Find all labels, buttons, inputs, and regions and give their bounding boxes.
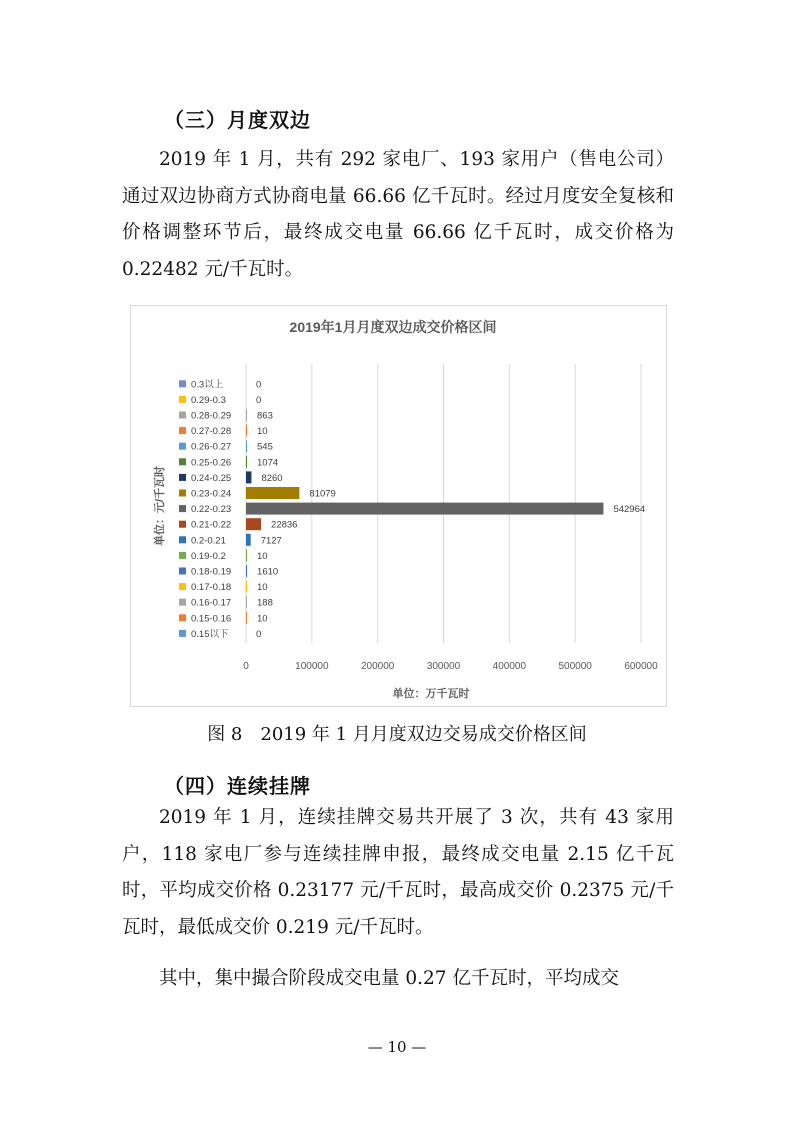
x-tick-label: 0 bbox=[243, 661, 249, 673]
bar bbox=[246, 518, 261, 530]
data-label: 10 bbox=[257, 426, 268, 438]
category-label: 0.16-0.17 bbox=[191, 597, 232, 609]
category-label: 0.24-0.25 bbox=[191, 472, 232, 484]
category-label: 0.22-0.23 bbox=[191, 504, 232, 516]
legend-marker bbox=[179, 474, 186, 481]
section-heading-monthly-bilateral: （三）月度双边 bbox=[164, 108, 311, 132]
category-label: 0.28-0.29 bbox=[191, 410, 232, 422]
category-label: 0.2-0.21 bbox=[191, 535, 226, 547]
legend-marker bbox=[179, 568, 186, 575]
data-label: 0 bbox=[256, 394, 262, 406]
category-label: 0.29-0.3 bbox=[191, 394, 226, 406]
legend-marker bbox=[179, 490, 186, 497]
bar bbox=[246, 503, 603, 515]
legend-marker bbox=[179, 552, 186, 559]
x-tick-label: 600000 bbox=[624, 661, 658, 673]
category-label: 0.3以上 bbox=[191, 379, 224, 391]
legend-marker bbox=[179, 443, 186, 450]
figure-caption: 图 8 2019 年 1 月月度双边交易成交价格区间 bbox=[207, 724, 587, 745]
category-label: 0.18-0.19 bbox=[191, 566, 232, 578]
legend-marker bbox=[179, 412, 186, 419]
category-label: 0.19-0.2 bbox=[191, 550, 226, 562]
paragraph-continuous-listing: 2019 年 1 月，连续挂牌交易共开展了 3 次，共有 43 家用户，118 家电厂参与连续挂牌申报，最终成交电量 2.15 亿千瓦时，平均成交价格 0.23177 元/千瓦时，最高成交价 0.2375 元/千瓦时，最低成交价 0.219 元/千瓦时。 bbox=[122, 807, 674, 938]
category-label: 0.23-0.24 bbox=[191, 488, 232, 500]
bar bbox=[246, 581, 247, 593]
section-heading-continuous-listing: （四）连续挂牌 bbox=[164, 774, 311, 798]
bar bbox=[246, 456, 247, 468]
legend-marker bbox=[179, 599, 186, 606]
category-label: 0.15以下 bbox=[191, 628, 229, 640]
data-label: 188 bbox=[257, 597, 273, 609]
bar bbox=[246, 534, 251, 546]
legend-marker bbox=[179, 583, 186, 590]
bar bbox=[246, 487, 299, 499]
data-label: 0 bbox=[256, 379, 262, 391]
category-label: 0.15-0.16 bbox=[191, 613, 232, 625]
category-label: 0.21-0.22 bbox=[191, 519, 232, 531]
page-number: — 10 — bbox=[367, 1038, 427, 1056]
bar bbox=[246, 565, 247, 577]
data-label: 22836 bbox=[271, 519, 298, 531]
chart-title: 2019年1月月度双边成交价格区间 bbox=[289, 319, 497, 335]
category-label: 0.25-0.26 bbox=[191, 457, 232, 469]
legend-marker bbox=[179, 380, 186, 387]
x-tick-label: 500000 bbox=[558, 661, 592, 673]
data-label: 81079 bbox=[309, 488, 336, 500]
bar bbox=[246, 612, 247, 624]
category-label: 0.17-0.18 bbox=[191, 582, 232, 594]
x-tick-label: 300000 bbox=[426, 661, 461, 673]
legend-marker bbox=[179, 630, 186, 637]
data-label: 1610 bbox=[257, 566, 279, 578]
category-label: 0.27-0.28 bbox=[191, 426, 232, 438]
data-label: 542964 bbox=[613, 504, 646, 516]
legend-marker bbox=[179, 396, 186, 403]
data-label: 8260 bbox=[261, 472, 283, 484]
x-axis-label: 单位：万千瓦时 bbox=[392, 688, 470, 701]
data-label: 10 bbox=[257, 550, 268, 562]
x-tick-label: 100000 bbox=[295, 661, 329, 673]
legend-marker bbox=[179, 521, 186, 528]
data-label: 1074 bbox=[257, 457, 279, 469]
data-label: 10 bbox=[257, 582, 268, 594]
bar bbox=[246, 425, 247, 437]
x-tick-label: 400000 bbox=[492, 661, 527, 673]
x-tick-label: 200000 bbox=[360, 661, 395, 673]
price-range-chart-svg bbox=[131, 306, 666, 706]
y-axis-label: 单位：元/千瓦时 bbox=[154, 465, 166, 547]
price-range-chart bbox=[130, 305, 667, 707]
legend-marker bbox=[179, 505, 186, 512]
category-label: 0.26-0.27 bbox=[191, 441, 232, 453]
data-label: 10 bbox=[257, 613, 268, 625]
legend-marker bbox=[179, 458, 186, 465]
legend-marker bbox=[179, 427, 186, 434]
data-label: 7127 bbox=[260, 535, 282, 547]
bar bbox=[246, 409, 247, 421]
paragraph-matching-stage: 其中，集中撮合阶段成交电量 0.27 亿千瓦时，平均成交 bbox=[159, 968, 619, 989]
bar bbox=[246, 596, 247, 608]
bar bbox=[246, 471, 251, 483]
legend-marker bbox=[179, 536, 186, 543]
legend-marker bbox=[179, 614, 186, 621]
data-label: 0 bbox=[256, 628, 262, 640]
bar bbox=[246, 549, 247, 561]
data-label: 863 bbox=[257, 410, 273, 422]
paragraph-monthly-bilateral: 2019 年 1 月，共有 292 家电厂、193 家用户（售电公司）通过双边协商方式协商电量 66.66 亿千瓦时。经过月度安全复核和价格调整环节后，最终成交电量 66.66 亿千瓦时，成交价格为 0.22482 元/千瓦时。 bbox=[122, 149, 674, 280]
data-label: 545 bbox=[257, 441, 273, 453]
bar bbox=[246, 440, 247, 452]
